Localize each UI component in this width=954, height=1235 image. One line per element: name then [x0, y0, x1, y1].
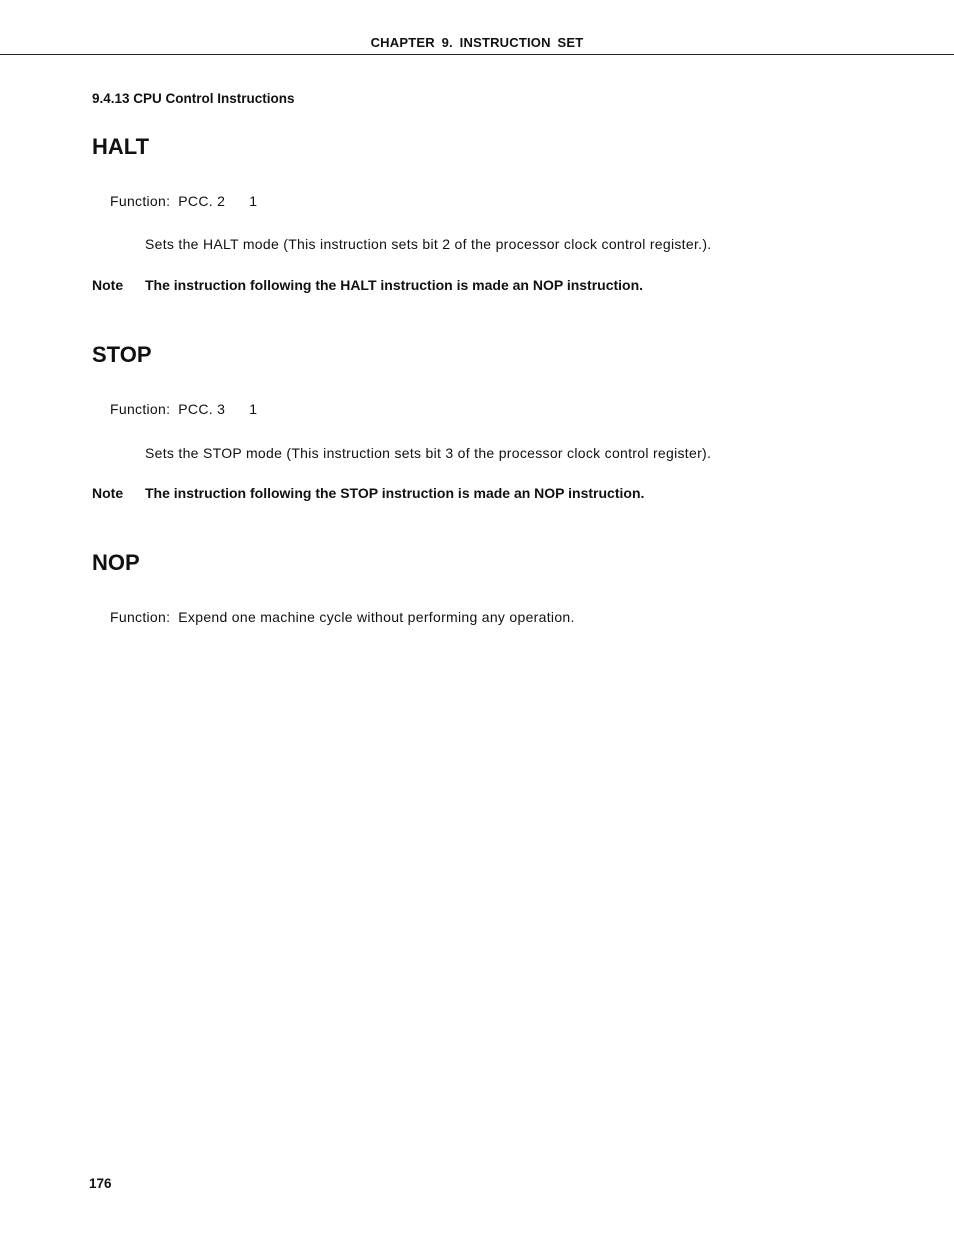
halt-note-text: The instruction following the HALT instruction is made an NOP instruction.	[145, 277, 644, 293]
nop-function-label: Function:	[110, 609, 171, 625]
stop-description: Sets the STOP mode (This instruction sets bit 3 of the processor clock control register).	[145, 445, 712, 461]
stop-note-text: The instruction following the STOP instruction is made an NOP instruction.	[145, 485, 645, 501]
halt-description: Sets the HALT mode (This instruction sets bit 2 of the processor clock control register.).	[145, 236, 712, 252]
chapter-header: CHAPTER 9. INSTRUCTION SET	[370, 35, 584, 50]
halt-function-label: Function:	[110, 193, 171, 209]
nop-heading: NOP	[92, 550, 140, 575]
stop-heading: STOP	[92, 342, 152, 367]
stop-function	[110, 401, 257, 417]
halt-function-value: 1	[249, 193, 258, 209]
halt-note-label: Note	[92, 277, 124, 293]
section-title: 9.4.13 CPU Control Instructions	[92, 91, 295, 106]
stop-function-value: 1	[249, 401, 258, 417]
page-number: 176	[89, 1176, 112, 1191]
halt-function	[110, 193, 257, 209]
stop-function-operand: PCC. 3	[178, 401, 226, 417]
stop-note-label: Note	[92, 485, 124, 501]
halt-heading: HALT	[92, 134, 150, 159]
header-rule	[0, 54, 954, 55]
stop-function-label: Function:	[110, 401, 171, 417]
nop-function	[110, 609, 575, 625]
nop-function-text: Expend one machine cycle without performing any operation.	[178, 609, 575, 625]
halt-function-operand: PCC. 2	[178, 193, 226, 209]
